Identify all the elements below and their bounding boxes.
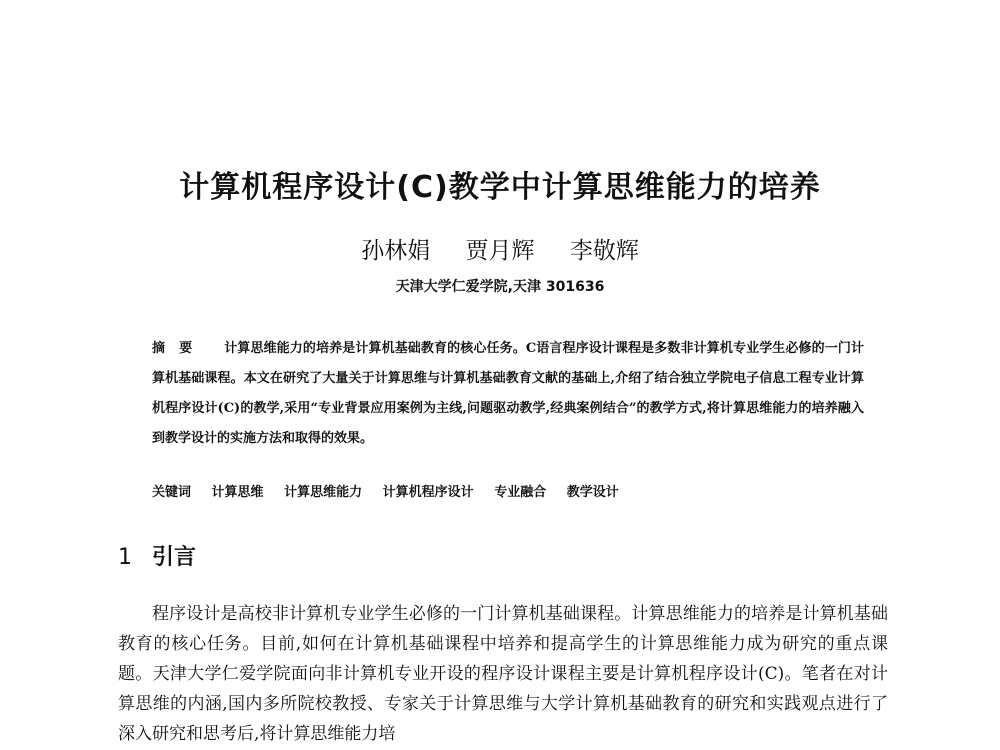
keyword: 专业融合 [494,485,547,500]
keyword: 计算思维能力 [284,485,363,500]
section-title: 引言 [152,545,197,570]
body-paragraph: 程序设计是高校非计算机专业学生必修的一门计算机基础课程。计算思维能力的培养是计算机基础教育的核心任务。目前,如何在计算机基础课程中培养和提高学生的计算思维能力成为研究的重点课题。天津大学仁爱学院面向非计算机专业开设的程序设计课程主要是计算机程序设计(C)。笔者在对计算思维的内涵,国内多所院校教授、专家关于计算思维与大学计算机基础教育的研究和实践观点进行了深入研究和思考后,将计算思维能力培 [118,604,888,744]
abstract-text: 计算思维能力的培养是计算机基础教育的核心任务。C语言程序设计课程是多数非计算机专业学生必修的一门计算机基础课程。本文在研究了大量关于计算思维与计算机基础教育文献的基础上,介绍了结合独立学院电子信息工程专业计算机程序设计(C)的教学,采用“专业背景应用案例为主线,问题驱动教学,经典案例结合”的教学方式,将计算思维能力的培养融入到教学设计的实施方法和取得的效果。 [152,341,864,446]
author-name: 孙林娟 [361,238,431,264]
author-name: 李敬辉 [569,238,639,264]
keyword: 计算机程序设计 [382,485,474,500]
abstract-label: 摘要 [152,341,207,356]
section-number: 1 [118,545,132,570]
affiliation: 天津大学仁爱学院,天津 301636 [395,279,605,295]
keywords-label: 关键词 [152,485,192,500]
keywords [152,482,864,504]
keyword: 计算思维 [211,485,264,500]
author-name: 贾月辉 [465,238,535,264]
author-list [0,236,1000,266]
paper-title: 计算机程序设计(C)教学中计算思维能力的培养 [179,170,821,205]
keyword: 教学设计 [566,485,619,500]
abstract [152,334,864,454]
section-heading [118,543,196,573]
